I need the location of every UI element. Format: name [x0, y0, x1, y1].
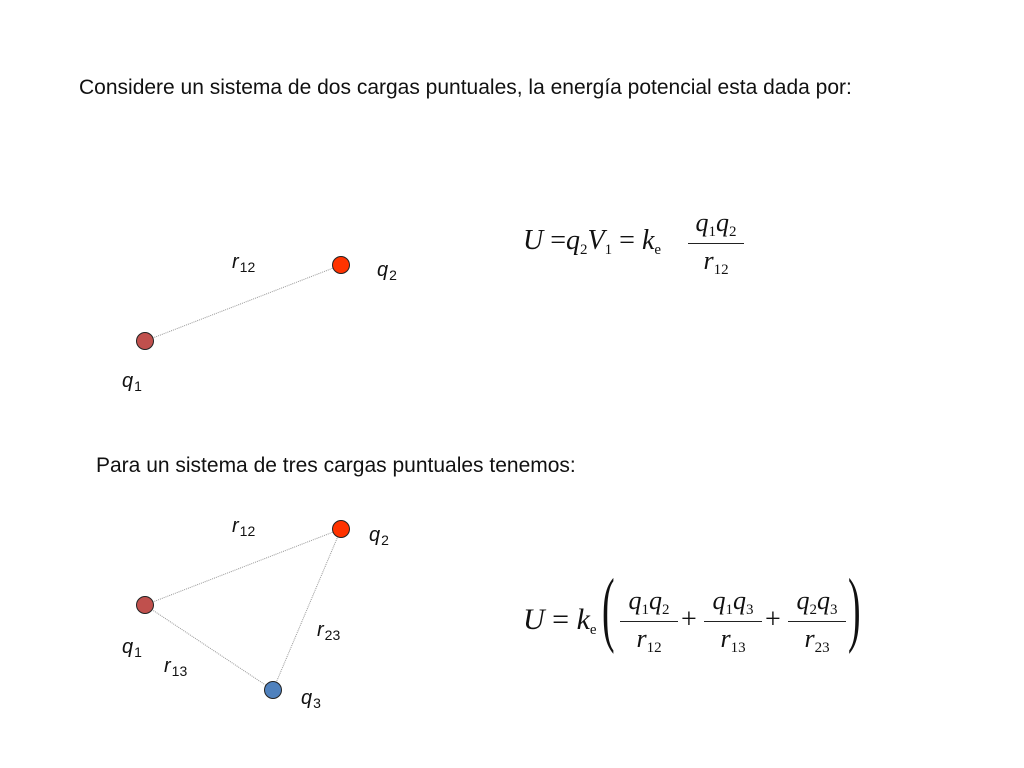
intro-three-charges-text: Para un sistema de tres cargas puntuales tenemos:	[96, 454, 576, 477]
fraction-numerator: q1q2	[695, 208, 737, 240]
fraction-q1q2-r12: q1q2 r12	[620, 586, 678, 657]
right-paren: )	[848, 562, 861, 655]
equation-three-charges-lhs: U = ke	[523, 603, 597, 638]
left-paren: (	[602, 562, 615, 655]
plus-sign-2: +	[765, 604, 781, 635]
intro-two-charges-text: Considere un sistema de dos cargas puntuales, la energía potencial esta dada por:	[79, 76, 852, 99]
plus-sign-1: +	[681, 604, 697, 635]
label-q2-top: $q_2$	[377, 259, 397, 283]
label-q1: $q_1$	[122, 636, 142, 660]
label-r23: $r_{23}$	[317, 619, 341, 643]
label-q3: $q_3$	[301, 687, 321, 711]
fraction-denominator: r12	[703, 246, 729, 278]
distance-line-r12	[145, 529, 341, 605]
charge-q1-top	[137, 333, 154, 350]
fraction-q1q3-r13: q1q3 r13	[704, 586, 762, 657]
equation-two-charges-lhs: U =q2V1 = ke	[523, 225, 662, 258]
charge-q3	[265, 682, 282, 699]
label-r12-top: $r_{12}$	[232, 251, 256, 275]
equation-two-charges-fraction	[688, 208, 744, 279]
label-q2: $q_2$	[369, 524, 389, 548]
charge-q2	[333, 521, 350, 538]
fraction-q2q3-r23: q2q3 r23	[788, 586, 846, 657]
distance-line-r12-top	[145, 265, 341, 341]
distance-line-r23	[273, 529, 341, 690]
label-r12: $r_{12}$	[232, 515, 256, 539]
fraction-bar	[688, 243, 744, 244]
charge-q2-top	[333, 257, 350, 274]
label-q1-top: $q_1$	[122, 370, 142, 394]
label-r13: $r_{13}$	[164, 655, 188, 679]
charge-q1	[137, 597, 154, 614]
